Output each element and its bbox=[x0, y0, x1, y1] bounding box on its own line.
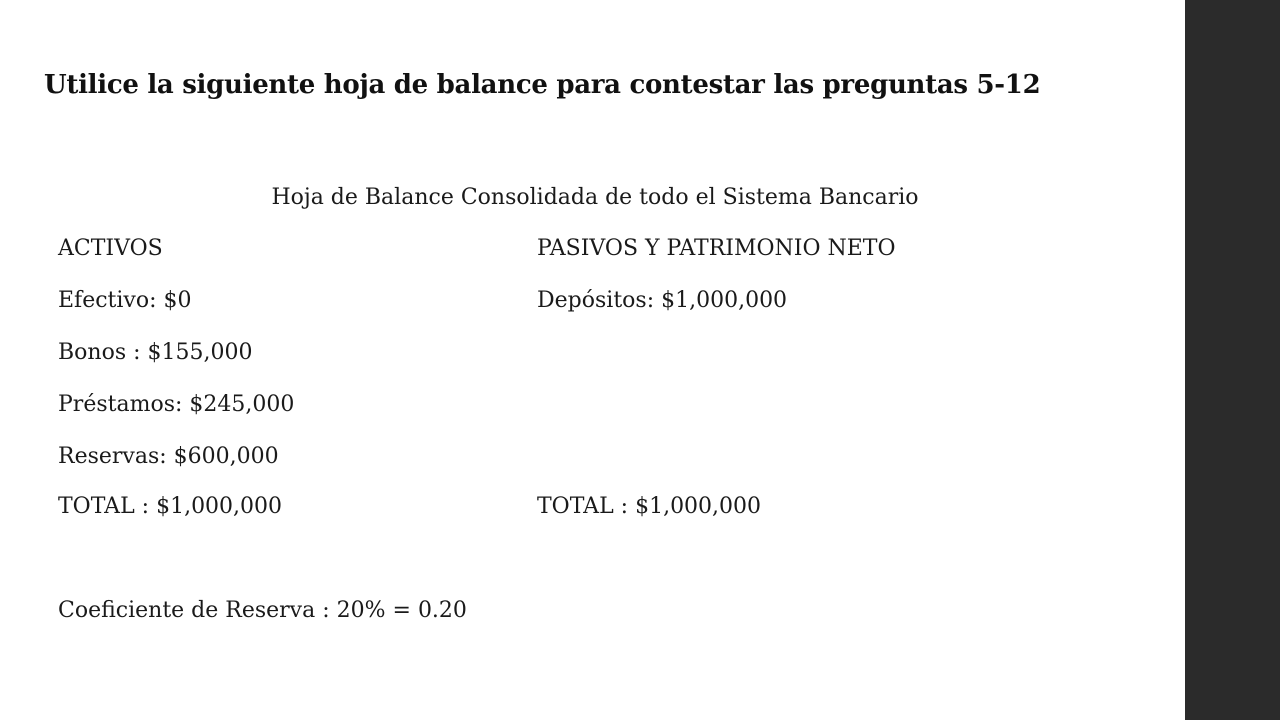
asset-item-bonds: Bonos : $155,000 bbox=[58, 340, 253, 365]
liabilities-total: TOTAL : $1,000,000 bbox=[537, 494, 762, 519]
liability-item-deposits: Depósitos: $1,000,000 bbox=[537, 288, 788, 313]
liabilities-header: PASIVOS Y PATRIMONIO NETO bbox=[537, 236, 896, 261]
reserve-ratio: Coeficiente de Reserva : 20% = 0.20 bbox=[58, 598, 467, 623]
assets-total: TOTAL : $1,000,000 bbox=[58, 494, 283, 519]
balance-sheet-title: Hoja de Balance Consolidada de todo el Sistema Bancario bbox=[271, 185, 919, 210]
assets-header: ACTIVOS bbox=[58, 236, 163, 261]
side-bar bbox=[1185, 0, 1280, 720]
asset-item-cash: Efectivo: $0 bbox=[58, 288, 192, 313]
slide-title: Utilice la siguiente hoja de balance para contestar las preguntas 5-12 bbox=[44, 70, 1041, 100]
asset-item-reserves: Reservas: $600,000 bbox=[58, 444, 279, 469]
asset-item-loans: Préstamos: $245,000 bbox=[58, 392, 295, 417]
